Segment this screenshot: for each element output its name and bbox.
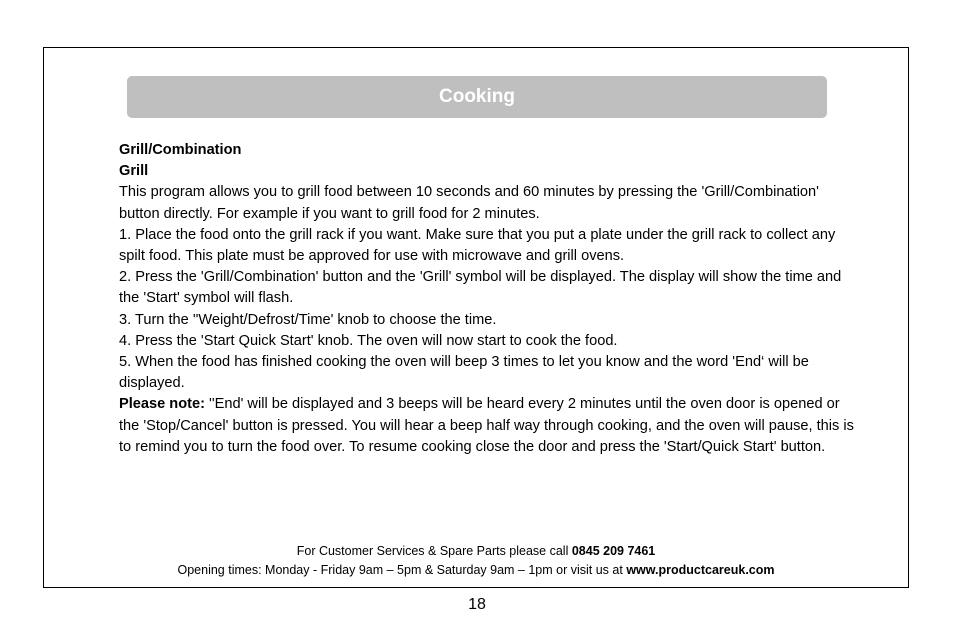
footer-contact-line <box>43 542 909 561</box>
section-heading: Grill/Combination <box>119 142 242 158</box>
content-body <box>119 140 859 458</box>
step-3: 3. Turn the ''Weight/Defrost/Time' knob to choose the time. <box>119 311 497 328</box>
section-title: Cooking <box>439 86 515 107</box>
note-text: ''End' will be displayed and 3 beeps will be heard every 2 minutes until the oven door is opened or the 'Stop/Cancel' button is pressed. You will hear a beep half way through cooking, and the oven will pause, this is to remind you to turn the food over. To resume cooking close the door and press the 'Start/Quick Start' button. <box>119 396 854 455</box>
section-header-bar <box>127 76 827 118</box>
section-subheading: Grill <box>119 163 149 180</box>
footer-contact-text: For Customer Services & Spare Parts please call <box>296 544 572 558</box>
intro-paragraph: This program allows you to grill food between 10 seconds and 60 minutes by pressing the 'Grill/Combination' button directly. For example if you want to grill food for 2 minutes. <box>119 184 819 222</box>
footer-hours-text: Opening times: Monday - Friday 9am – 5pm & Saturday 9am – 1pm or visit us at <box>177 563 627 577</box>
step-2: 2. Press the 'Grill/Combination' button and the 'Grill' symbol will be displayed. The display will show the time and the 'Start' symbol will flash. <box>119 269 842 307</box>
footer-hours-line <box>43 561 909 580</box>
page-number: 18 <box>468 596 486 613</box>
step-1: 1. Place the food onto the grill rack if you want. Make sure that you put a plate under the grill rack to collect any spilt food. This plate must be approved for use with microwave and grill ovens. <box>119 226 836 265</box>
footer-phone: 0845 209 7461 <box>571 544 656 558</box>
step-5: 5. When the food has finished cooking the oven will beep 3 times to let you know and the word 'End‘ will be displayed. <box>119 354 809 392</box>
note-label: Please note: <box>119 396 205 413</box>
step-4: 4. Press the 'Start Quick Start' knob. The oven will now start to cook the food. <box>119 332 618 349</box>
footer-website-link[interactable]: www.productcareuk.com <box>626 563 775 577</box>
note-paragraph <box>119 394 859 458</box>
